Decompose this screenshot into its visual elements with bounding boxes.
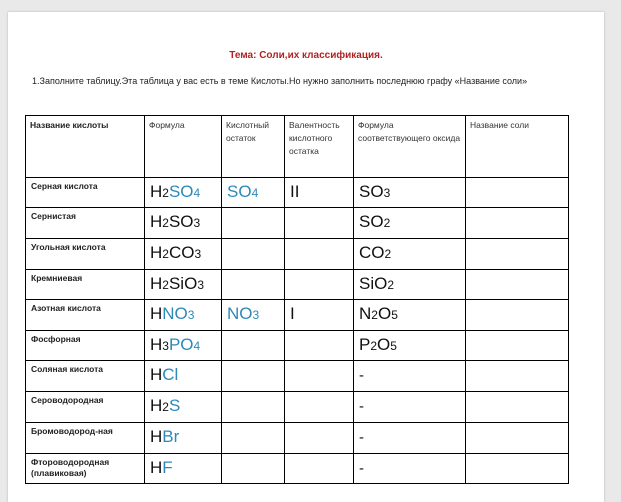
formula-part: CO: [359, 243, 385, 262]
formula-cell: [145, 270, 222, 300]
formula-part: 4: [193, 186, 201, 200]
oxide-cell: [354, 423, 466, 454]
header-salt-name: Название соли: [466, 116, 569, 178]
residue-cell: [222, 270, 285, 300]
formula-cell: [145, 423, 222, 454]
valence-cell: [285, 392, 354, 423]
formula-part: 2: [370, 339, 378, 353]
residue-cell: [222, 361, 285, 392]
formula-part: SO: [359, 182, 384, 201]
table-row: [26, 331, 569, 361]
formula-cell: [145, 208, 222, 239]
residue-cell: [222, 239, 285, 270]
formula-part: SO: [227, 182, 252, 201]
formula-part: 4: [251, 186, 259, 200]
oxide-cell: [354, 239, 466, 270]
formula-part: 2: [162, 216, 169, 230]
table-header-row: [26, 116, 569, 178]
formula-part: 2: [387, 278, 395, 292]
acid-name-cell: Сернистая: [26, 208, 145, 239]
valence-cell: [285, 239, 354, 270]
valence-cell: [285, 361, 354, 392]
formula-part: -: [359, 398, 364, 415]
valence-cell: [285, 423, 354, 454]
table-row: [26, 178, 569, 208]
residue-cell: [222, 331, 285, 361]
formula-part: 3: [187, 308, 195, 322]
formula-part: H: [150, 427, 163, 446]
salt-name-cell[interactable]: [466, 392, 569, 423]
salt-name-cell[interactable]: [466, 423, 569, 454]
formula-part: O: [377, 304, 392, 323]
formula-part: -: [359, 460, 364, 477]
formula-part: NO: [227, 304, 253, 323]
formula-part: SO: [168, 182, 194, 201]
valence-cell: [285, 208, 354, 239]
oxide-cell: [354, 178, 466, 208]
oxide-cell: [354, 331, 466, 361]
formula-part: 5: [390, 339, 397, 353]
acids-table: [25, 115, 569, 484]
formula-cell: [145, 454, 222, 484]
formula-part: H: [150, 335, 163, 354]
table-row: [26, 361, 569, 392]
acid-name-cell: Серная кислота: [26, 178, 145, 208]
formula-cell: [145, 178, 222, 208]
formula-part: 2: [383, 216, 391, 230]
valence-cell: [285, 331, 354, 361]
oxide-cell: [354, 208, 466, 239]
acid-name-cell: Бромоводород-ная: [26, 423, 145, 454]
residue-cell: [222, 423, 285, 454]
formula-part: H: [150, 274, 163, 293]
residue-cell: [222, 392, 285, 423]
table-row: [26, 270, 569, 300]
acid-name-cell: Сероводородная: [26, 392, 145, 423]
table-row: [26, 208, 569, 239]
formula-part: P: [359, 335, 371, 354]
valence-cell: I: [285, 300, 354, 331]
oxide-cell: [354, 361, 466, 392]
formula-part: Cl: [162, 365, 179, 384]
valence-cell: [285, 270, 354, 300]
formula-cell: [145, 239, 222, 270]
formula-part: H: [150, 243, 163, 262]
document-page: [8, 12, 604, 502]
acid-name-cell: Фосфорная: [26, 331, 145, 361]
formula-part: O: [377, 335, 391, 354]
residue-cell: [222, 178, 285, 208]
page-title: Тема: Соли,их классификация.: [229, 50, 383, 61]
formula-part: SiO: [359, 274, 388, 293]
acid-name-cell: Фтороводородная (плавиковая): [26, 454, 145, 484]
formula-part: 3: [162, 339, 169, 353]
formula-part: 2: [162, 400, 169, 414]
formula-part: H: [150, 304, 163, 323]
header-residue-valence: Валентность кислотного остатка: [285, 116, 354, 178]
oxide-cell: [354, 270, 466, 300]
acid-name-cell: Соляная кислота: [26, 361, 145, 392]
formula-part: 4: [193, 339, 201, 353]
formula-part: F: [162, 458, 173, 477]
formula-part: 2: [384, 247, 392, 261]
formula-part: PO: [168, 335, 194, 354]
formula-part: 3: [383, 186, 391, 200]
salt-name-cell[interactable]: [466, 270, 569, 300]
formula-part: -: [359, 367, 364, 384]
formula-part: SO: [168, 212, 194, 231]
table-row: [26, 454, 569, 484]
salt-name-cell[interactable]: [466, 361, 569, 392]
table-row: [26, 300, 569, 331]
salt-name-cell[interactable]: [466, 331, 569, 361]
acid-name-cell: Кремниевая: [26, 270, 145, 300]
header-acid-name: Название кислоты: [26, 116, 145, 178]
header-formula: Формула: [145, 116, 222, 178]
table-row: [26, 423, 569, 454]
formula-part: 3: [252, 308, 260, 322]
salt-name-cell[interactable]: [466, 208, 569, 239]
acid-name-cell: Азотная кислота: [26, 300, 145, 331]
formula-part: 3: [194, 247, 202, 261]
formula-part: SiO: [168, 274, 198, 293]
acid-name-cell: Угольная кислота: [26, 239, 145, 270]
formula-cell: [145, 300, 222, 331]
oxide-cell: [354, 454, 466, 484]
residue-cell: [222, 454, 285, 484]
salt-name-cell[interactable]: [466, 454, 569, 484]
formula-cell: [145, 361, 222, 392]
formula-part: SO: [359, 212, 384, 231]
residue-cell: [222, 300, 285, 331]
formula-part: H: [150, 396, 163, 415]
formula-part: 2: [162, 278, 169, 292]
formula-part: NO: [162, 304, 188, 323]
formula-part: H: [150, 182, 163, 201]
formula-part: S: [168, 396, 181, 415]
residue-cell: [222, 208, 285, 239]
formula-part: 5: [391, 308, 398, 322]
formula-part: 3: [197, 278, 204, 292]
formula-cell: [145, 392, 222, 423]
salt-name-cell[interactable]: [466, 239, 569, 270]
formula-part: H: [150, 365, 163, 384]
formula-part: 2: [371, 308, 378, 322]
formula-part: 2: [162, 247, 169, 261]
table-row: [26, 392, 569, 423]
table-row: [26, 239, 569, 270]
valence-cell: [285, 454, 354, 484]
formula-part: 3: [193, 216, 201, 230]
formula-part: N: [359, 304, 372, 323]
header-acid-residue: Кислотный остаток: [222, 116, 285, 178]
salt-name-cell[interactable]: [466, 300, 569, 331]
oxide-cell: [354, 392, 466, 423]
formula-part: H: [150, 458, 163, 477]
formula-part: 2: [162, 186, 169, 200]
oxide-cell: [354, 300, 466, 331]
formula-part: CO: [168, 243, 195, 262]
formula-part: -: [359, 429, 364, 446]
header-oxide-formula: Формула соответствующего оксида: [354, 116, 466, 178]
instruction-text: 1.Заполните таблицу.Эта таблица у вас есть в теме Кислоты.Но нужно заполнить последнюю графу «Название соли»: [32, 76, 528, 86]
salt-name-cell[interactable]: [466, 178, 569, 208]
formula-part: H: [150, 212, 163, 231]
formula-part: Br: [162, 427, 180, 446]
valence-cell: II: [285, 178, 354, 208]
formula-cell: [145, 331, 222, 361]
